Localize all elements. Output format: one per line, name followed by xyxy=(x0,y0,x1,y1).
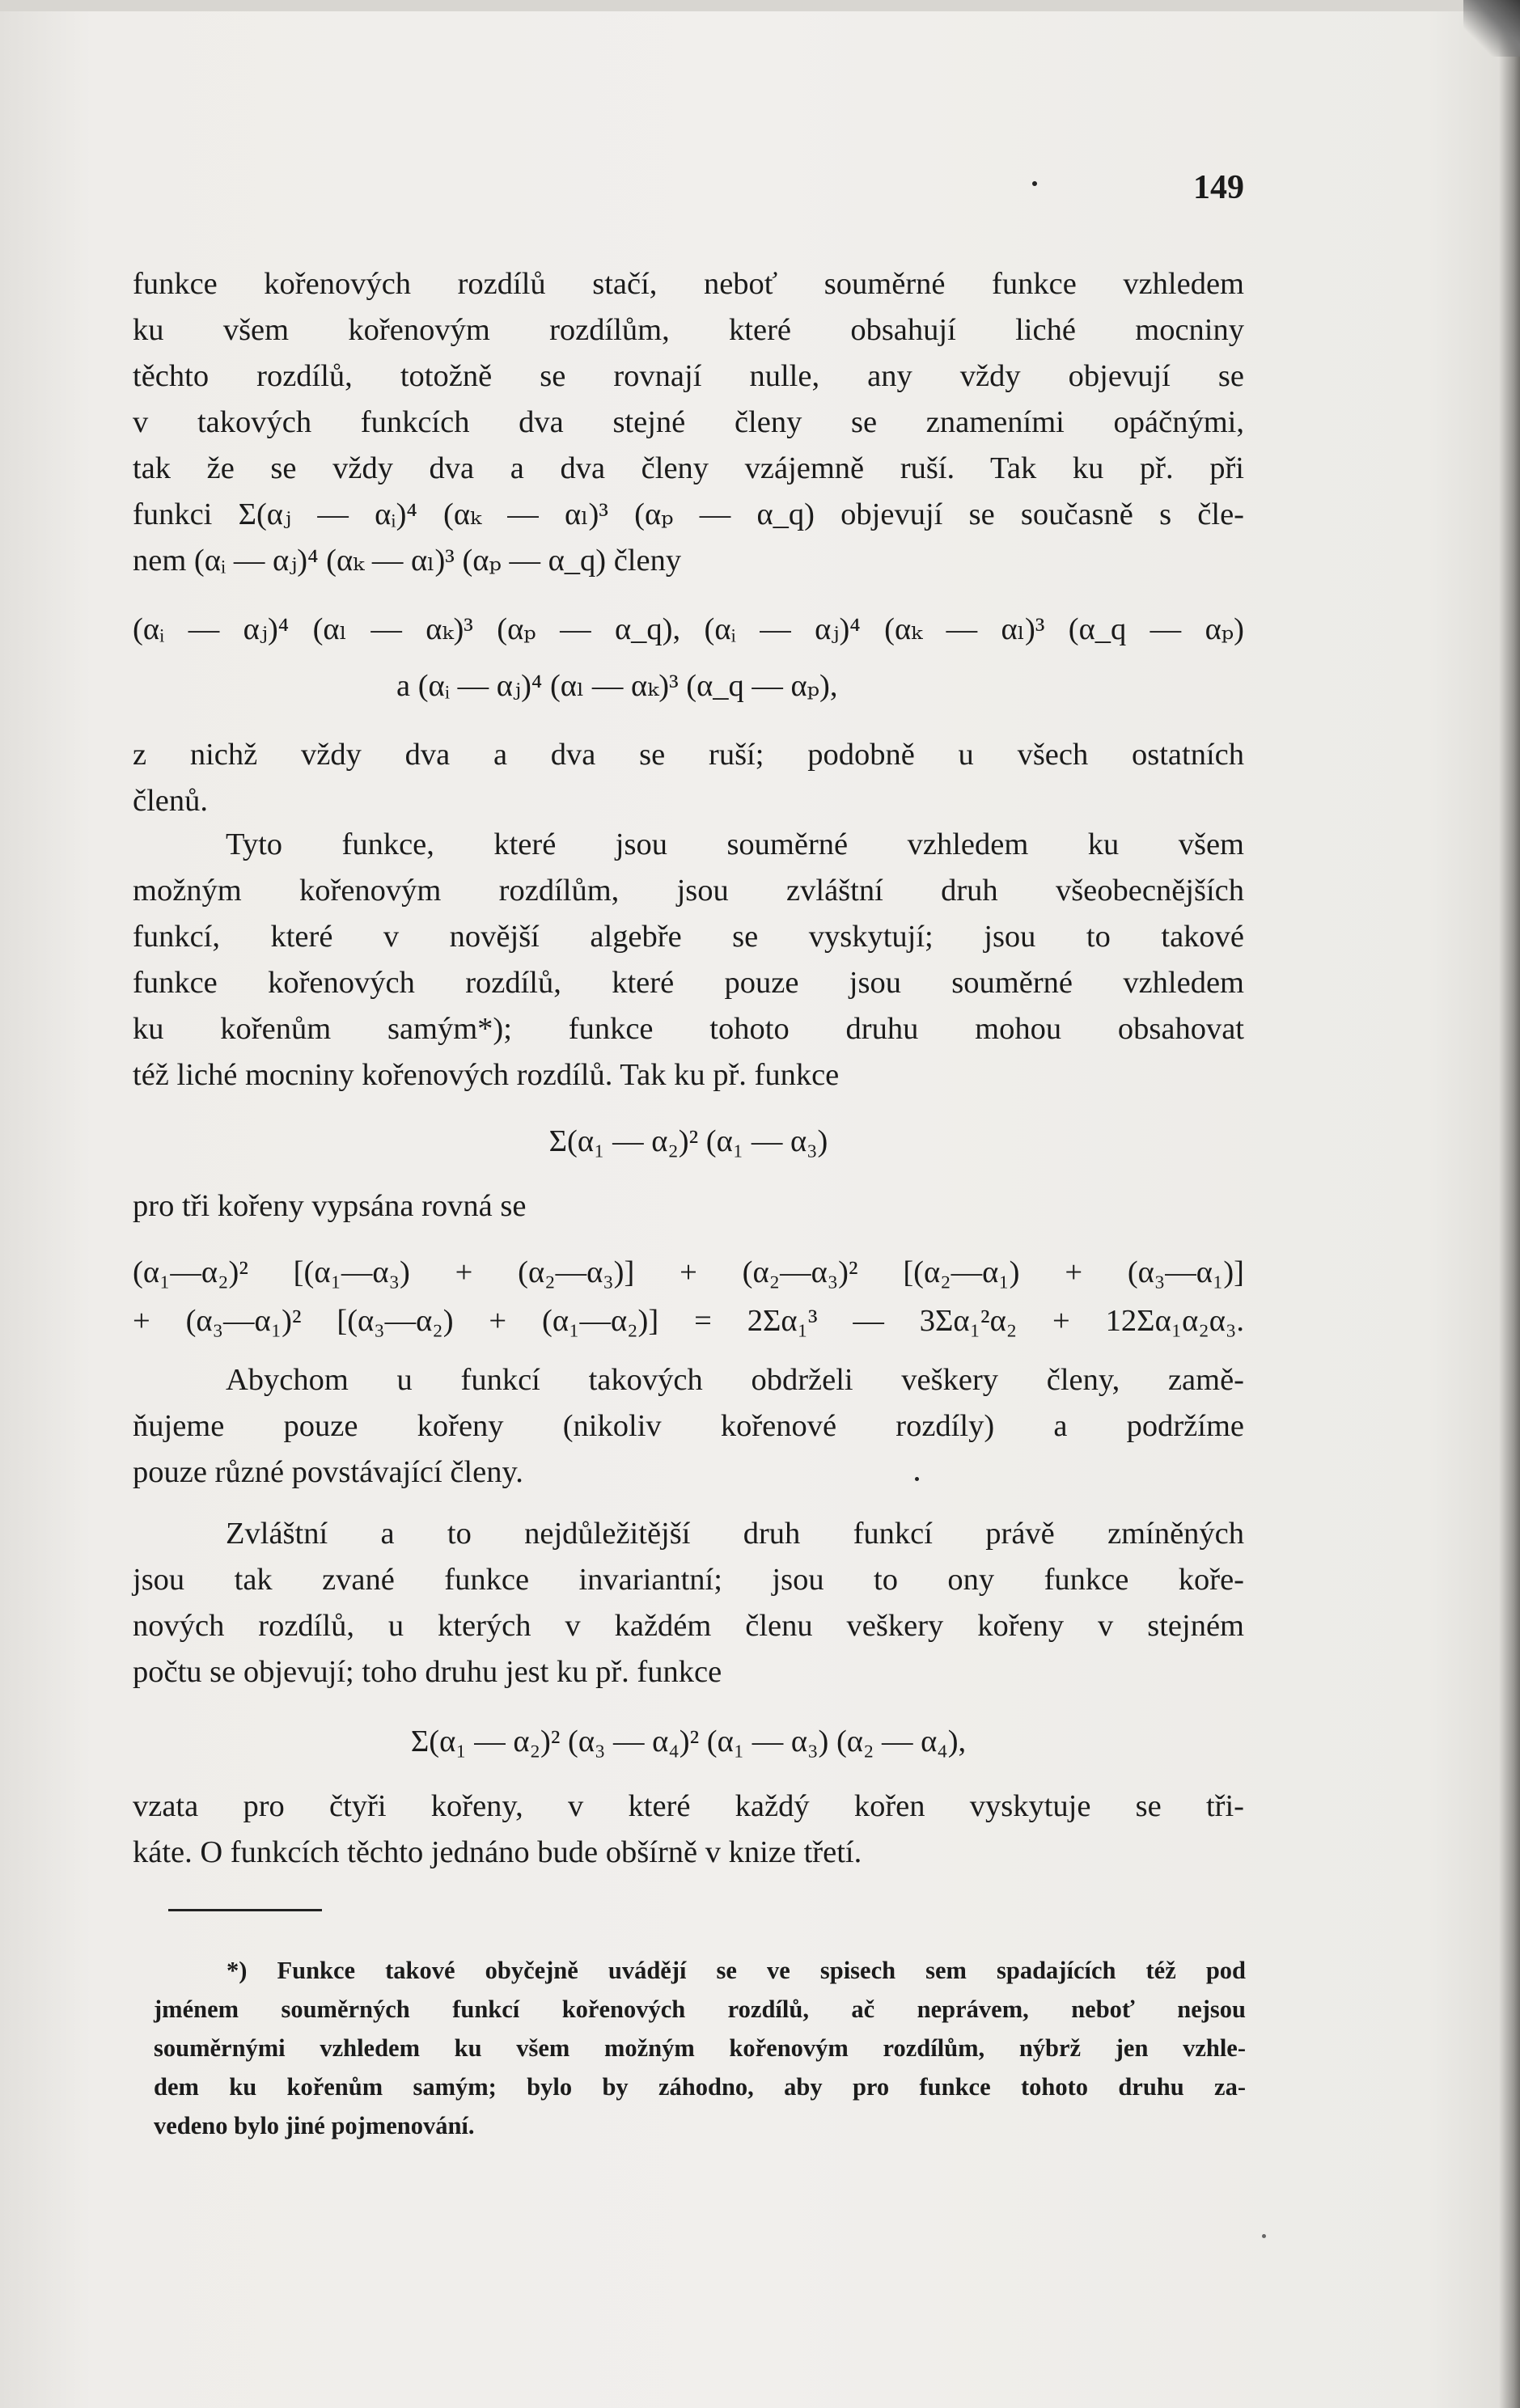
text-line: jsou tak zvané funkce invariantní; jsou to ony funkce kořе- xyxy=(133,1563,1244,1597)
paragraph-1 xyxy=(133,261,1244,584)
text-line: v takových funkcích dva stejné členy se znameními opáčnými, xyxy=(133,405,1244,439)
text-line: ňujeme pouze kořeny (nikoliv kořenové rozdíly) a podržíme xyxy=(133,1409,1244,1443)
formula-line: Σ(α₁ — α₂)² (α₃ — α₄)² (α₁ — α₃) (α₂ — α₄), xyxy=(410,1725,967,1758)
text-line: členů. xyxy=(133,784,208,818)
paragraph-2 xyxy=(133,732,1244,824)
print-speck xyxy=(1262,2234,1266,2238)
text-line: vzata pro čtyři kořeny, v které každý kořen vyskytuje se tři- xyxy=(133,1789,1244,1823)
text-line: pouze různé povstávající členy. xyxy=(133,1455,523,1489)
footnote-line: souměrnými vzhledem ku všem možným kořenovým rozdílům, nýbrž jen vzhle- xyxy=(154,2034,1246,2062)
text-line: ku všem kořenovým rozdílům, které obsahují liché mocniny xyxy=(133,313,1244,347)
paragraph-5 xyxy=(133,1357,1244,1496)
text-line: Zvláštní a to nejdůležitější druh funkcí právě zmíněných xyxy=(226,1517,1244,1551)
formula-line: + (α₃—α₁)² [(α₃—α₂) + (α₁—α₂)] = 2Σα₁³ — 3Σα₁²α₂ + 12Σα₁α₂α₃. xyxy=(133,1304,1244,1338)
page-top-edge xyxy=(0,0,1520,11)
paragraph-7 xyxy=(133,1784,1244,1876)
formula-line: a (αᵢ — αⱼ)⁴ (αₗ — αₖ)³ (α_q — αₚ), xyxy=(396,669,838,703)
text-line: funkci Σ(αⱼ — αᵢ)⁴ (αₖ — αₗ)³ (αₚ — α_q) objevují se současně s čle- xyxy=(133,497,1244,531)
footnote-line: *) Funkce takové obyčejně uvádějí se ve spisech sem spadajících též pod xyxy=(227,1957,1246,1984)
text-line: pro tři kořeny vypsána rovná se xyxy=(133,1189,527,1223)
formula-line: (α₁—α₂)² [(α₁—α₃) + (α₂—α₃)] + (α₂—α₃)² [(α₂—α₁) + (α₃—α₁)] xyxy=(133,1255,1244,1289)
footnote-line: vedeno bylo jiné pojmenování. xyxy=(154,2112,475,2139)
text-line: z nichž vždy dva a dva se ruší; podobně u všech ostatních xyxy=(133,738,1244,772)
footnote-rule xyxy=(168,1909,322,1911)
footnote-line: dem ku kořenům samým; bylo by záhodno, aby pro funkce tohoto druhu za- xyxy=(154,2073,1246,2101)
footnote-line: jménem souměrných funkcí kořenových rozdílů, ač neprávem, neboť nejsou xyxy=(154,1995,1246,2023)
paragraph-6 xyxy=(133,1511,1244,1695)
text-line: ku kořenům samým*); funkce tohoto druhu mohou obsahovat xyxy=(133,1012,1244,1046)
formula-line: (αᵢ — αⱼ)⁴ (αₗ — αₖ)³ (αₚ — α_q), (αᵢ — αⱼ)⁴ (αₖ — αₗ)³ (α_q — αₚ) xyxy=(133,612,1244,646)
page-number: 149 xyxy=(1193,169,1244,206)
text-line: funkce kořenových rozdílů, které pouze jsou souměrné vzhledem xyxy=(133,966,1244,1000)
text-line: též liché mocniny kořenových rozdílů. Tak ku př. funkce xyxy=(133,1058,840,1092)
footnote xyxy=(154,1951,1246,2145)
text-line: káte. O funkcích těchto jednáno bude obšírně v knize třetí. xyxy=(133,1835,862,1869)
page-right-edge xyxy=(1499,0,1520,2408)
text-line: funkcí, které v novější algebře se vyskytují; jsou to takové xyxy=(133,920,1244,954)
print-speck xyxy=(915,1477,919,1481)
formula-line: Σ(α₁ — α₂)² (α₁ — α₃) xyxy=(548,1124,828,1158)
text-line: tak že se vždy dva a dva členy vzájemně ruší. Tak ku př. při xyxy=(133,451,1244,485)
print-speck xyxy=(1032,181,1037,186)
text-line: možným kořenovým rozdílům, jsou zvláštní druh všeobecnějších xyxy=(133,874,1244,908)
page-corner-shadow xyxy=(1463,0,1520,57)
text-line: funkce kořenových rozdílů stačí, neboť souměrné funkce vzhledem xyxy=(133,267,1244,301)
text-line: nových rozdílů, u kterých v každém členu veškery kořeny v stejném xyxy=(133,1609,1244,1643)
text-line: nem (αᵢ — αⱼ)⁴ (αₖ — αₗ)³ (αₚ — α_q) členy xyxy=(133,544,682,578)
text-line: Abychom u funkcí takových obdrželi veškery členy, zamě- xyxy=(226,1363,1244,1397)
text-line: Tyto funkce, které jsou souměrné vzhledem ku všem xyxy=(226,827,1244,861)
paragraph-4 xyxy=(133,1183,1244,1229)
text-line: těchto rozdílů, totožně se rovnají nulle, any vždy objevují se xyxy=(133,359,1244,393)
text-line: počtu se objevují; toho druhu jest ku př. funkce xyxy=(133,1655,722,1689)
paragraph-3 xyxy=(133,822,1244,1098)
